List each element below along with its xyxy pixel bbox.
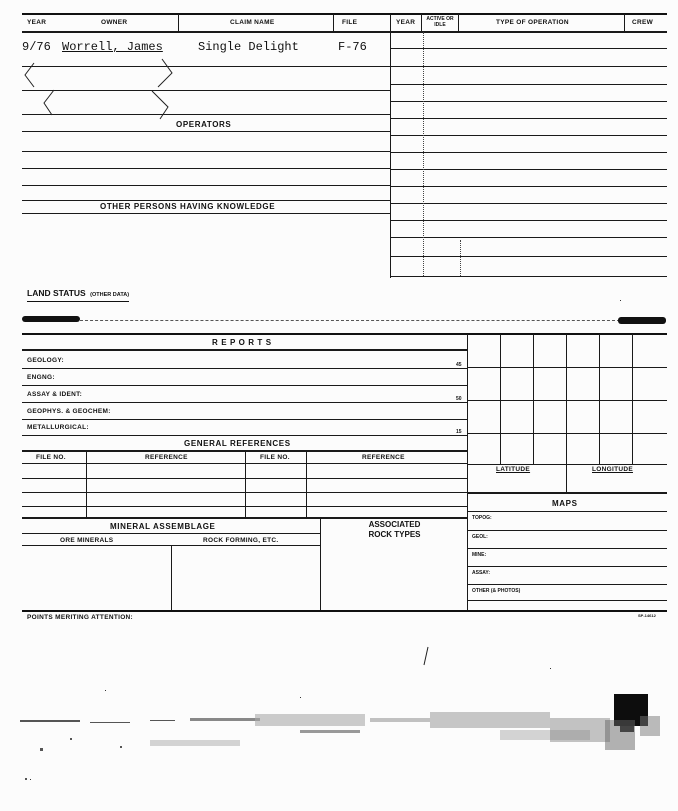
redaction-right — [618, 317, 666, 324]
header-rule — [22, 31, 667, 33]
col-div-type — [458, 14, 459, 31]
section-other-persons: OTHER PERSONS HAVING KNOWLEDGE — [100, 202, 276, 211]
grid-col-4 — [599, 334, 600, 464]
report-label-geology: GEOLOGY: — [27, 357, 64, 364]
report-line-3 — [22, 402, 467, 403]
report-line-2 — [22, 385, 467, 386]
mineral-rock-forming: ROCK FORMING, ETC. — [203, 537, 279, 544]
land-status-line — [80, 320, 620, 321]
header-year-2: YEAR — [396, 19, 416, 26]
col-div-active — [421, 14, 422, 31]
coords-bottom — [467, 492, 667, 494]
right-line-7 — [390, 152, 667, 153]
maps-other: OTHER (& PHOTOS) — [472, 588, 521, 594]
speck — [550, 668, 551, 669]
form-number: SP-14612 — [638, 613, 656, 618]
land-status-label: LAND STATUS — [27, 288, 86, 298]
right-line-3 — [390, 84, 667, 85]
dotted-col-2 — [460, 240, 461, 276]
mineral-col — [171, 545, 172, 610]
right-line-5 — [390, 118, 667, 119]
col-div-right-section — [390, 14, 391, 278]
header-crew: CREW — [632, 19, 654, 26]
speck — [30, 779, 31, 780]
speck — [300, 697, 301, 698]
report-label-geophys: GEOPHYS. & GEOCHEM: — [27, 408, 111, 415]
mineral-div — [320, 518, 321, 610]
grid-row-1 — [467, 367, 667, 368]
maps-topog: TOPOG: — [472, 515, 492, 521]
maps-line-4 — [467, 584, 667, 585]
mineral-header-rule — [22, 533, 320, 534]
report-label-engng: ENGNG: — [27, 374, 55, 381]
right-line-8 — [390, 169, 667, 170]
genref-line-1 — [22, 478, 467, 479]
redaction-left — [22, 316, 80, 322]
section-maps: MAPS — [552, 499, 578, 508]
operators-rule — [22, 131, 390, 132]
maps-mine: MINE: — [472, 552, 487, 558]
section-general-references: GENERAL REFERENCES — [184, 439, 291, 448]
operators-line-4 — [22, 200, 390, 201]
header-type-of-operation: TYPE OF OPERATION — [496, 19, 569, 26]
section-operators: OPERATORS — [176, 120, 232, 129]
right-line-10 — [390, 203, 667, 204]
grid-col-1 — [500, 334, 501, 464]
right-line-14 — [390, 276, 667, 277]
report-label-metallurgical: METALLURGICAL: — [27, 424, 89, 431]
report-num-metallurgical: 15 — [456, 429, 462, 435]
maps-geol: GEOL: — [472, 534, 488, 540]
land-status-title — [27, 283, 129, 302]
maps-line-5 — [467, 600, 667, 601]
right-line-13 — [390, 256, 667, 257]
points-meriting-attention: POINTS MERITING ATTENTION: — [27, 614, 134, 621]
operators-line-1 — [22, 151, 390, 152]
maps-line-2 — [467, 548, 667, 549]
right-line-12 — [390, 237, 667, 238]
entry-claim-name: Single Delight — [198, 40, 299, 54]
grid-row-3 — [467, 433, 667, 434]
scan-noise — [0, 690, 678, 811]
genref-col-3 — [306, 451, 307, 517]
right-line-6 — [390, 135, 667, 136]
reports-header-rule — [22, 349, 467, 351]
col-div-crew — [624, 14, 625, 31]
header-owner: OWNER — [101, 19, 128, 26]
entry-owner: Worrell, James — [62, 40, 163, 54]
report-num-geology: 45 — [456, 362, 462, 368]
mineral-ore-minerals: ORE MINERALS — [60, 537, 114, 544]
right-line-11 — [390, 220, 667, 221]
header-claim-name: CLAIM NAME — [230, 19, 275, 26]
header-year: YEAR — [27, 19, 47, 26]
maps-line-1 — [467, 530, 667, 531]
reports-top-rule — [22, 333, 667, 335]
operators-line-2 — [22, 168, 390, 169]
entry-date: 9/76 — [22, 40, 51, 54]
header-active-idle: ACTIVE OR IDLE — [426, 16, 454, 28]
right-line-4 — [390, 101, 667, 102]
speck — [105, 690, 106, 691]
reports-right-div — [467, 334, 468, 610]
bottom-rule — [22, 610, 667, 612]
right-line-1 — [390, 48, 667, 49]
report-line-4 — [22, 419, 467, 420]
genref-line-3 — [22, 506, 467, 507]
land-status-sub: (OTHER DATA) — [90, 292, 130, 298]
genref-line-2 — [22, 492, 467, 493]
grid-row-2 — [467, 400, 667, 401]
genref-reference: REFERENCE — [145, 454, 188, 461]
col-div-claim — [178, 14, 179, 31]
genref-file-no: FILE NO. — [36, 454, 66, 461]
maps-assay: ASSAY: — [472, 570, 491, 576]
stray-mark — [420, 645, 432, 667]
grid-col-2 — [533, 334, 534, 464]
genref-file-no-2: FILE NO. — [260, 454, 290, 461]
section-reports: R E P O R T S — [212, 338, 272, 347]
grid-row-4 — [467, 464, 667, 465]
latitude-label: LATITUDE — [496, 466, 531, 473]
section-mineral-assemblage: MINERAL ASSEMBLAGE — [110, 522, 216, 531]
header-file: FILE — [342, 19, 358, 26]
operators-line-3 — [22, 185, 390, 186]
other-persons-rule — [22, 213, 390, 214]
col-div-file — [333, 14, 334, 31]
maps-line-3 — [467, 566, 667, 567]
section-associated-rock-types: ASSOCIATED ROCK TYPES — [368, 520, 421, 539]
genref-col-1 — [86, 451, 87, 517]
grid-col-3 — [566, 334, 567, 492]
maps-rule — [467, 511, 667, 512]
report-num-assay: 50 — [456, 396, 462, 402]
report-line-1 — [22, 368, 467, 369]
dotted-col — [423, 32, 424, 276]
report-line-5 — [22, 435, 467, 436]
top-rule — [22, 13, 667, 15]
longitude-label: LONGITUDE — [592, 466, 633, 473]
right-line-2 — [390, 66, 667, 67]
report-label-assay: ASSAY & IDENT: — [27, 391, 83, 398]
entry-file: F-76 — [338, 40, 367, 54]
handwritten-brackets — [22, 55, 192, 125]
speck — [620, 300, 621, 301]
genref-col-2 — [245, 451, 246, 517]
genref-bottom — [22, 517, 467, 519]
right-line-9 — [390, 186, 667, 187]
grid-col-5 — [632, 334, 633, 464]
genref-reference-2: REFERENCE — [362, 454, 405, 461]
